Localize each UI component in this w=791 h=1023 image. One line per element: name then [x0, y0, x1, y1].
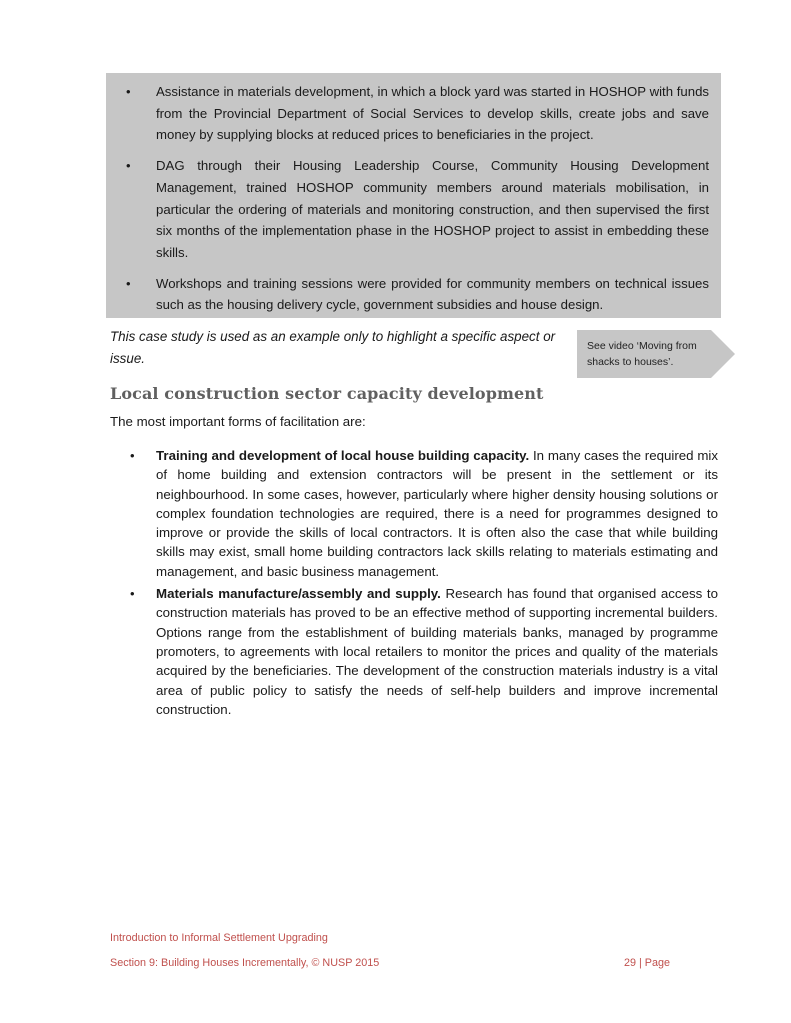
- facilitation-item: [110, 446, 718, 581]
- callout-text: See video ‘Moving from shacks to houses’.: [587, 340, 697, 368]
- case-study-list: [106, 81, 709, 316]
- case-study-item: • DAG through their Housing Leadership Course, Community Housing Development Management, trained HOSHOP community members around materials mobilisation, in particular the ordering of materials and monitoring construction, and then supervised the first six months of the implementation phase in the HOSHOP project to assist in embedding these skills.: [106, 155, 709, 264]
- case-study-box: [106, 73, 721, 318]
- case-study-item: • Assistance in materials development, in which a block yard was started in HOSHOP with funds from the Provincial Department of Social Services to develop skills, create jobs and save money by supplying blocks at reduced prices to beneficiaries in the project.: [106, 81, 709, 146]
- item-title: Materials manufacture/assembly and supply.: [156, 586, 441, 602]
- section-intro: The most important forms of facilitation are:: [110, 414, 366, 429]
- bullet-icon: •: [126, 275, 131, 291]
- item-body: In many cases the required mix of home building and extension contractors will be present in the settlement or its neighbourhood. In some cases, however, particularly where higher density housing solutions or complex foundation technologies are required, there is a need for programmes designed to improve or provide the skills of local contractors. It is often also the case that while building skills may exist, small home building contractors lack skills relating to materials estimating and management, and basic business management.: [156, 448, 718, 579]
- section-heading: Local construction sector capacity development: [110, 384, 544, 403]
- footer-section-text: Section 9: Building Houses Incrementally, © NUSP 2015: [110, 957, 380, 969]
- facilitation-list: [110, 446, 718, 722]
- case-study-item: • Workshops and training sessions were provided for community members on technical issues such as the housing delivery cycle, government subsidies and house design.: [106, 273, 709, 316]
- bullet-icon: •: [126, 158, 131, 174]
- footer-section: [110, 957, 670, 969]
- bullet-icon: •: [126, 84, 131, 99]
- footer-title: Introduction to Informal Settlement Upgrading: [110, 932, 328, 944]
- bullet-icon: •: [130, 586, 135, 602]
- item-body: Research has found that organised access to construction materials has proved to be an effective method of supporting incremental builders. Options range from the establishment of building materials banks, managed by programme promoters, to agreements with local retailers to monitor the prices and quality of the materials acquired by the beneficiaries. The development of the construction materials industry is a vital area of public policy to satisfy the needs of self-help builders and improve incremental construction.: [156, 586, 718, 717]
- page-number: 29 | Page: [623, 957, 670, 969]
- bullet-icon: •: [130, 448, 135, 463]
- video-callout: [577, 330, 735, 378]
- facilitation-item: [110, 584, 718, 719]
- item-title: Training and development of local house building capacity.: [156, 448, 530, 463]
- case-study-disclaimer: This case study is used as an example only to highlight a specific aspect or issue.: [110, 329, 556, 366]
